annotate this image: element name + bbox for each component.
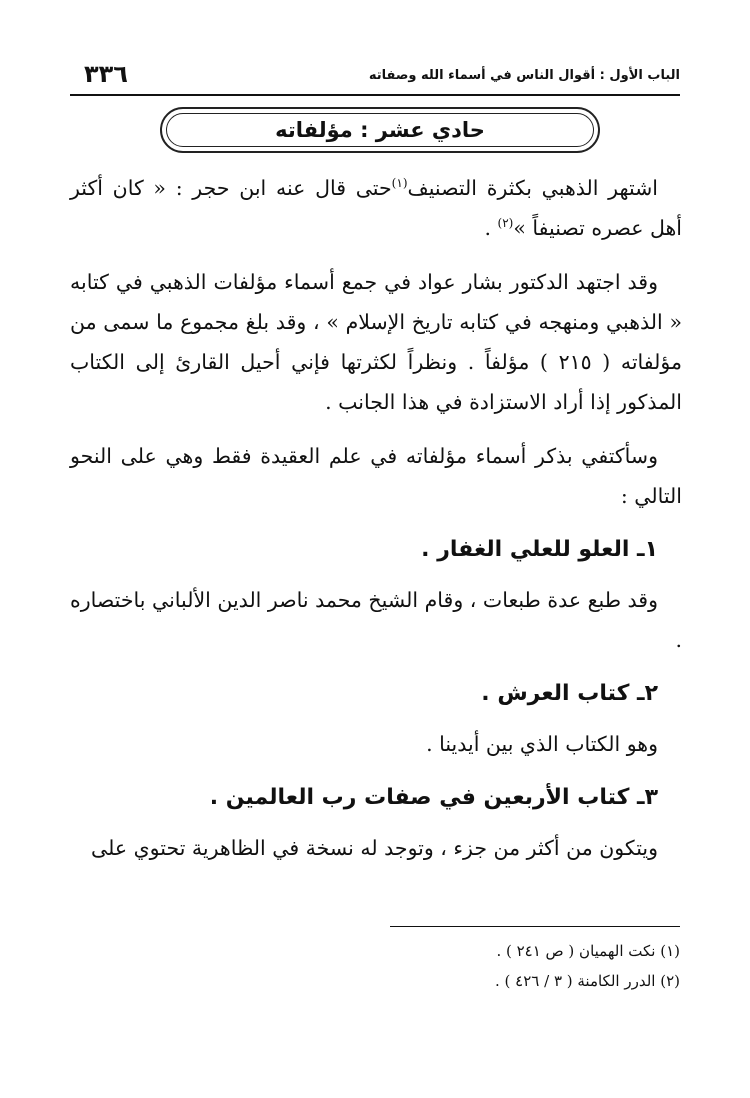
paragraph-1-text: اشتهر الذهبي بكثرة التصنيف [407,176,658,200]
section-title-inner-frame [166,113,594,147]
footnote-1: (١) نكت الهميان ( ص ٢٤١ ) . [496,942,680,960]
item-1-description: وقد طبع عدة طبعات ، وقام الشيخ محمد ناصر الدين الألباني باختصاره . [70,588,682,652]
section-title: حادي عشر : مؤلفاته [275,118,485,142]
footnote-separator [390,926,680,927]
item-2-description: وهو الكتاب الذي بين أيدينا . [426,732,658,756]
footnote-2: (٢) الدرر الكامنة ( ٣ / ٤٢٦ ) . [495,972,680,990]
footnote-ref-1: (١) [391,176,408,191]
section-title-frame [160,107,600,153]
running-title: الباب الأول : أقوال الناس في أسماء الله وصفاته [368,68,680,83]
footnote-ref-2: (٢) [497,216,514,231]
paragraph-1-end: . [484,216,498,240]
main-text [70,168,682,882]
page-number: ٣٣٦ [84,60,128,88]
paragraph-1 [70,168,682,248]
item-3-heading: ٣ـ كتاب الأربعين في صفات رب العالمين . [209,785,658,810]
item-1-heading: ١ـ العلو للعلي الغفار . [421,537,658,562]
paragraph-2: وقد اجتهد الدكتور بشار عواد في جمع أسماء مؤلفات الذهبي في كتابه « الذهبي ومنهجه في كتابه تاريخ الإسلام » ، وقد بلغ مجموع ما سمى من مؤلفاته ( ٢١٥ ) مؤلفاً . ونظراً لكثرتها فإني أحيل القارئ إلى الكتاب المذكور إذا أراد الاستزادة في هذا الجانب . [70,270,682,414]
paragraph-3: وسأكتفي بذكر أسماء مؤلفاته في علم العقيدة فقط وهي على النحو التالي : [70,444,682,508]
item-2-heading: ٢ـ كتاب العرش . [481,681,658,706]
paragraph-1-text-2: حتى قال عنه ابن حجر : « كان أكثر أهل عصره تصنيفاً » [70,176,682,240]
page-header [70,60,680,96]
footnotes [300,936,680,996]
item-3-description: ويتكون من أكثر من جزء ، وتوجد له نسخة في الظاهرية تحتوي على [91,836,658,860]
